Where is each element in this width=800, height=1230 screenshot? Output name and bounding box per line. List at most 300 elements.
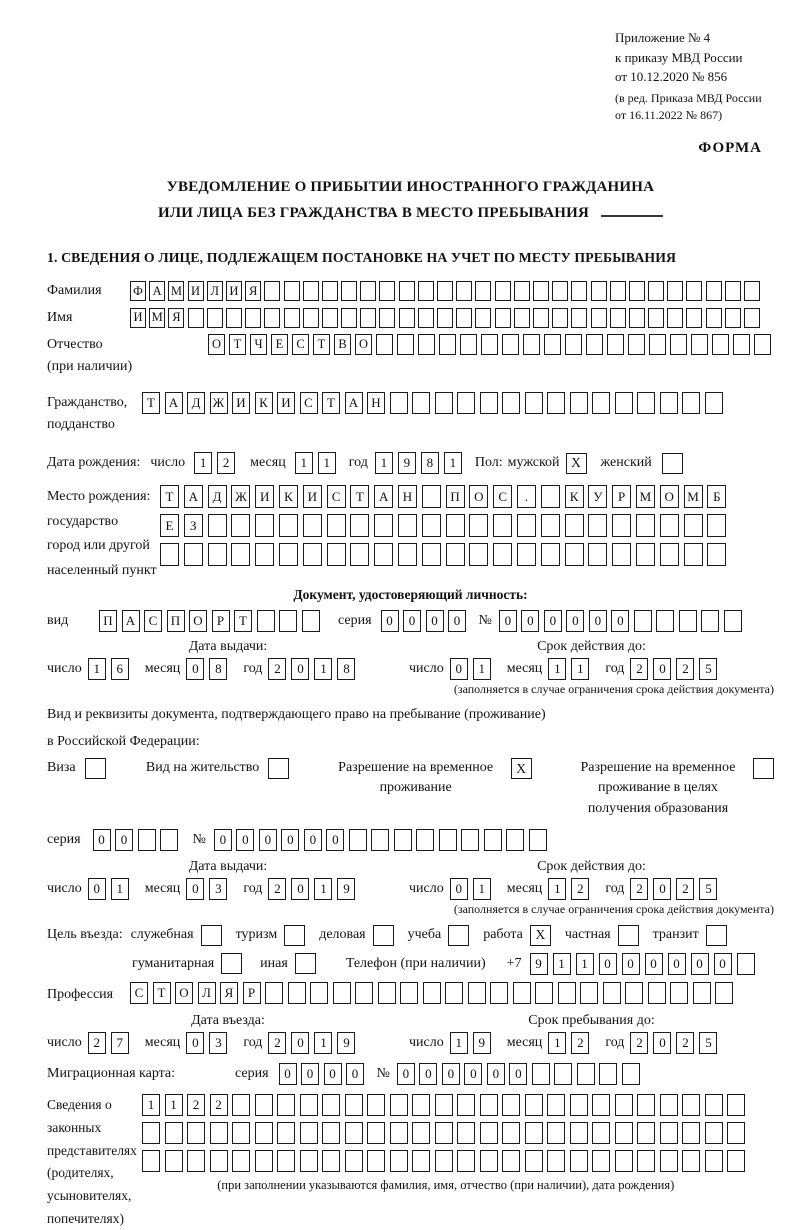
char-box[interactable]: И xyxy=(188,281,204,301)
char-box[interactable] xyxy=(684,543,703,566)
char-box[interactable] xyxy=(707,514,726,537)
char-box[interactable] xyxy=(255,1122,273,1144)
char-box[interactable] xyxy=(612,514,631,537)
char-box[interactable] xyxy=(725,281,741,301)
char-box[interactable]: С xyxy=(493,485,512,508)
char-box[interactable] xyxy=(506,829,524,851)
char-box[interactable] xyxy=(547,1094,565,1116)
char-box[interactable]: 2 xyxy=(217,452,235,474)
char-box[interactable]: Р xyxy=(612,485,631,508)
char-box[interactable] xyxy=(457,392,475,414)
char-box[interactable]: Т xyxy=(153,982,171,1004)
char-box[interactable]: 0 xyxy=(259,829,277,851)
char-box[interactable] xyxy=(399,308,415,328)
char-box[interactable] xyxy=(435,1094,453,1116)
char-box[interactable] xyxy=(138,829,156,851)
char-box[interactable]: 2 xyxy=(630,658,648,680)
char-box[interactable]: 1 xyxy=(548,658,566,680)
char-box[interactable] xyxy=(670,334,687,355)
char-box[interactable] xyxy=(208,543,227,566)
char-box[interactable]: Т xyxy=(234,610,252,632)
char-box[interactable] xyxy=(480,1150,498,1172)
char-box[interactable] xyxy=(744,281,760,301)
char-box[interactable] xyxy=(541,514,560,537)
char-box[interactable] xyxy=(418,308,434,328)
char-box[interactable] xyxy=(725,308,741,328)
char-box[interactable] xyxy=(622,1063,640,1085)
char-box[interactable] xyxy=(480,1094,498,1116)
char-box[interactable] xyxy=(660,1150,678,1172)
char-box[interactable] xyxy=(724,610,742,632)
char-box[interactable]: О xyxy=(208,334,225,355)
char-box[interactable]: 0 xyxy=(653,878,671,900)
char-box[interactable]: 1 xyxy=(450,1032,468,1054)
char-box[interactable] xyxy=(456,308,472,328)
char-box[interactable] xyxy=(547,1150,565,1172)
purpose-work-checkbox[interactable]: X xyxy=(530,925,551,946)
char-box[interactable]: 5 xyxy=(699,658,717,680)
char-box[interactable] xyxy=(475,281,491,301)
char-box[interactable] xyxy=(207,308,223,328)
char-box[interactable] xyxy=(446,543,465,566)
char-box[interactable] xyxy=(264,308,280,328)
char-box[interactable] xyxy=(303,543,322,566)
char-box[interactable]: Д xyxy=(187,392,205,414)
char-box[interactable] xyxy=(502,1122,520,1144)
char-box[interactable] xyxy=(437,281,453,301)
char-box[interactable] xyxy=(727,1094,745,1116)
char-box[interactable] xyxy=(636,543,655,566)
char-box[interactable] xyxy=(367,1150,385,1172)
char-box[interactable]: 1 xyxy=(314,1032,332,1054)
char-box[interactable] xyxy=(345,1094,363,1116)
char-box[interactable] xyxy=(349,829,367,851)
char-box[interactable]: П xyxy=(167,610,185,632)
char-box[interactable] xyxy=(232,1150,250,1172)
char-box[interactable] xyxy=(660,1094,678,1116)
char-box[interactable]: Е xyxy=(160,514,179,537)
char-box[interactable] xyxy=(302,610,320,632)
char-box[interactable]: О xyxy=(175,982,193,1004)
char-box[interactable]: А xyxy=(149,281,165,301)
char-box[interactable] xyxy=(355,982,373,1004)
char-box[interactable] xyxy=(502,334,519,355)
char-box[interactable] xyxy=(210,1122,228,1144)
char-box[interactable] xyxy=(435,1122,453,1144)
char-box[interactable]: 1 xyxy=(88,658,106,680)
char-box[interactable] xyxy=(592,1122,610,1144)
char-box[interactable] xyxy=(565,514,584,537)
char-box[interactable] xyxy=(457,1094,475,1116)
male-checkbox[interactable]: X xyxy=(566,453,587,474)
char-box[interactable] xyxy=(628,334,645,355)
char-box[interactable] xyxy=(610,281,626,301)
char-box[interactable]: А xyxy=(374,485,393,508)
char-box[interactable]: 0 xyxy=(301,1063,319,1085)
char-box[interactable] xyxy=(399,281,415,301)
char-box[interactable]: 9 xyxy=(473,1032,491,1054)
char-box[interactable] xyxy=(517,514,536,537)
char-box[interactable]: Ж xyxy=(231,485,250,508)
char-box[interactable] xyxy=(484,829,502,851)
char-box[interactable]: С xyxy=(292,334,309,355)
char-box[interactable]: 0 xyxy=(499,610,517,632)
char-box[interactable] xyxy=(727,1150,745,1172)
char-box[interactable]: К xyxy=(565,485,584,508)
purpose-tourism-checkbox[interactable] xyxy=(284,925,305,946)
char-box[interactable] xyxy=(390,1150,408,1172)
char-box[interactable] xyxy=(468,982,486,1004)
char-box[interactable] xyxy=(529,829,547,851)
char-box[interactable] xyxy=(398,514,417,537)
char-box[interactable] xyxy=(322,1122,340,1144)
char-box[interactable]: 1 xyxy=(553,953,571,975)
char-box[interactable] xyxy=(480,1122,498,1144)
char-box[interactable]: О xyxy=(355,334,372,355)
char-box[interactable]: 1 xyxy=(194,452,212,474)
char-box[interactable] xyxy=(705,392,723,414)
char-box[interactable] xyxy=(544,334,561,355)
char-box[interactable] xyxy=(656,610,674,632)
char-box[interactable]: 0 xyxy=(589,610,607,632)
char-box[interactable] xyxy=(637,1150,655,1172)
char-box[interactable] xyxy=(165,1150,183,1172)
char-box[interactable]: 0 xyxy=(426,610,444,632)
char-box[interactable] xyxy=(612,543,631,566)
char-box[interactable]: Т xyxy=(229,334,246,355)
char-box[interactable] xyxy=(648,308,664,328)
char-box[interactable] xyxy=(525,392,543,414)
char-box[interactable] xyxy=(660,514,679,537)
char-box[interactable]: 9 xyxy=(530,953,548,975)
char-box[interactable]: 0 xyxy=(324,1063,342,1085)
char-box[interactable]: 0 xyxy=(544,610,562,632)
char-box[interactable] xyxy=(265,982,283,1004)
char-box[interactable] xyxy=(439,334,456,355)
char-box[interactable]: 0 xyxy=(93,829,111,851)
char-box[interactable] xyxy=(625,982,643,1004)
char-box[interactable] xyxy=(300,1094,318,1116)
char-box[interactable] xyxy=(322,1150,340,1172)
char-box[interactable] xyxy=(210,1150,228,1172)
char-box[interactable]: 0 xyxy=(442,1063,460,1085)
purpose-business-checkbox[interactable] xyxy=(373,925,394,946)
char-box[interactable] xyxy=(592,1150,610,1172)
char-box[interactable] xyxy=(705,1094,723,1116)
char-box[interactable]: 2 xyxy=(571,878,589,900)
char-box[interactable] xyxy=(423,982,441,1004)
char-box[interactable]: Я xyxy=(245,281,261,301)
char-box[interactable]: 1 xyxy=(314,658,332,680)
char-box[interactable]: 0 xyxy=(622,953,640,975)
char-box[interactable] xyxy=(481,334,498,355)
char-box[interactable]: 1 xyxy=(375,452,393,474)
char-box[interactable] xyxy=(322,281,338,301)
char-box[interactable] xyxy=(610,308,626,328)
char-box[interactable]: 0 xyxy=(346,1063,364,1085)
char-box[interactable]: Т xyxy=(142,392,160,414)
char-box[interactable] xyxy=(525,1094,543,1116)
char-box[interactable] xyxy=(460,334,477,355)
char-box[interactable]: 0 xyxy=(186,1032,204,1054)
char-box[interactable] xyxy=(701,610,719,632)
char-box[interactable] xyxy=(634,610,652,632)
char-box[interactable] xyxy=(502,392,520,414)
char-box[interactable] xyxy=(577,1063,595,1085)
char-box[interactable]: 1 xyxy=(571,658,589,680)
char-box[interactable] xyxy=(422,514,441,537)
char-box[interactable] xyxy=(727,1122,745,1144)
char-box[interactable] xyxy=(188,308,204,328)
char-box[interactable] xyxy=(629,308,645,328)
char-box[interactable]: В xyxy=(334,334,351,355)
char-box[interactable] xyxy=(231,543,250,566)
char-box[interactable] xyxy=(682,1122,700,1144)
char-box[interactable] xyxy=(693,982,711,1004)
char-box[interactable]: 2 xyxy=(268,878,286,900)
char-box[interactable]: 1 xyxy=(165,1094,183,1116)
char-box[interactable] xyxy=(541,543,560,566)
temp-residence-edu-checkbox[interactable] xyxy=(753,758,774,779)
char-box[interactable]: Ч xyxy=(250,334,267,355)
char-box[interactable] xyxy=(637,1094,655,1116)
char-box[interactable] xyxy=(533,281,549,301)
char-box[interactable] xyxy=(412,1094,430,1116)
char-box[interactable]: Н xyxy=(398,485,417,508)
char-box[interactable]: Д xyxy=(208,485,227,508)
char-box[interactable]: К xyxy=(255,392,273,414)
char-box[interactable]: О xyxy=(660,485,679,508)
female-checkbox[interactable] xyxy=(662,453,683,474)
char-box[interactable]: 0 xyxy=(691,953,709,975)
char-box[interactable] xyxy=(535,982,553,1004)
char-box[interactable] xyxy=(615,392,633,414)
char-box[interactable] xyxy=(552,308,568,328)
char-box[interactable] xyxy=(591,308,607,328)
char-box[interactable]: Б xyxy=(707,485,726,508)
char-box[interactable] xyxy=(378,982,396,1004)
char-box[interactable]: 0 xyxy=(668,953,686,975)
char-box[interactable] xyxy=(744,308,760,328)
char-box[interactable] xyxy=(667,281,683,301)
char-box[interactable] xyxy=(603,982,621,1004)
char-box[interactable] xyxy=(445,982,463,1004)
char-box[interactable]: 0 xyxy=(214,829,232,851)
char-box[interactable]: 1 xyxy=(473,878,491,900)
char-box[interactable] xyxy=(345,1150,363,1172)
char-box[interactable] xyxy=(165,1122,183,1144)
char-box[interactable] xyxy=(513,982,531,1004)
char-box[interactable] xyxy=(255,514,274,537)
char-box[interactable] xyxy=(660,543,679,566)
char-box[interactable]: 2 xyxy=(676,1032,694,1054)
char-box[interactable] xyxy=(461,829,479,851)
char-box[interactable] xyxy=(184,543,203,566)
char-box[interactable] xyxy=(390,1122,408,1144)
char-box[interactable] xyxy=(446,514,465,537)
char-box[interactable] xyxy=(390,1094,408,1116)
char-box[interactable]: 0 xyxy=(279,1063,297,1085)
purpose-official-checkbox[interactable] xyxy=(201,925,222,946)
char-box[interactable] xyxy=(300,1150,318,1172)
char-box[interactable]: 0 xyxy=(397,1063,415,1085)
char-box[interactable]: 9 xyxy=(337,878,355,900)
char-box[interactable] xyxy=(439,829,457,851)
char-box[interactable] xyxy=(514,308,530,328)
char-box[interactable]: 0 xyxy=(403,610,421,632)
char-box[interactable] xyxy=(558,982,576,1004)
char-box[interactable] xyxy=(333,982,351,1004)
char-box[interactable] xyxy=(422,485,441,508)
char-box[interactable] xyxy=(684,514,703,537)
char-box[interactable] xyxy=(397,334,414,355)
char-box[interactable]: 1 xyxy=(548,878,566,900)
char-box[interactable] xyxy=(649,334,666,355)
char-box[interactable] xyxy=(682,1150,700,1172)
char-box[interactable] xyxy=(416,829,434,851)
char-box[interactable] xyxy=(277,1122,295,1144)
char-box[interactable] xyxy=(637,1122,655,1144)
char-box[interactable] xyxy=(232,1094,250,1116)
char-box[interactable] xyxy=(480,392,498,414)
char-box[interactable] xyxy=(547,1122,565,1144)
char-box[interactable]: 0 xyxy=(653,658,671,680)
char-box[interactable]: 0 xyxy=(236,829,254,851)
char-box[interactable]: 7 xyxy=(111,1032,129,1054)
purpose-humanitarian-checkbox[interactable] xyxy=(221,953,242,974)
char-box[interactable] xyxy=(591,281,607,301)
char-box[interactable]: 0 xyxy=(450,658,468,680)
char-box[interactable] xyxy=(345,1122,363,1144)
char-box[interactable] xyxy=(565,543,584,566)
char-box[interactable]: 8 xyxy=(337,658,355,680)
char-box[interactable] xyxy=(532,1063,550,1085)
char-box[interactable]: П xyxy=(99,610,117,632)
char-box[interactable]: С xyxy=(300,392,318,414)
char-box[interactable] xyxy=(277,1150,295,1172)
char-box[interactable] xyxy=(493,543,512,566)
char-box[interactable]: 2 xyxy=(268,1032,286,1054)
char-box[interactable] xyxy=(367,1094,385,1116)
char-box[interactable]: И xyxy=(226,281,242,301)
char-box[interactable] xyxy=(367,1122,385,1144)
char-box[interactable] xyxy=(341,308,357,328)
char-box[interactable] xyxy=(541,485,560,508)
char-box[interactable] xyxy=(341,281,357,301)
char-box[interactable]: М xyxy=(168,281,184,301)
char-box[interactable] xyxy=(686,281,702,301)
char-box[interactable] xyxy=(245,308,261,328)
char-box[interactable]: 2 xyxy=(571,1032,589,1054)
char-box[interactable] xyxy=(637,392,655,414)
char-box[interactable] xyxy=(648,281,664,301)
char-box[interactable] xyxy=(592,1094,610,1116)
char-box[interactable] xyxy=(588,514,607,537)
char-box[interactable] xyxy=(514,281,530,301)
char-box[interactable] xyxy=(360,308,376,328)
char-box[interactable] xyxy=(255,543,274,566)
char-box[interactable] xyxy=(571,308,587,328)
char-box[interactable] xyxy=(418,281,434,301)
char-box[interactable] xyxy=(379,308,395,328)
char-box[interactable]: 1 xyxy=(314,878,332,900)
char-box[interactable]: Н xyxy=(367,392,385,414)
char-box[interactable] xyxy=(374,543,393,566)
char-box[interactable]: 1 xyxy=(444,452,462,474)
char-box[interactable]: 0 xyxy=(381,610,399,632)
char-box[interactable] xyxy=(303,281,319,301)
char-box[interactable] xyxy=(142,1150,160,1172)
char-box[interactable] xyxy=(255,1150,273,1172)
char-box[interactable] xyxy=(712,334,729,355)
char-box[interactable] xyxy=(554,1063,572,1085)
char-box[interactable]: М xyxy=(636,485,655,508)
char-box[interactable] xyxy=(565,334,582,355)
char-box[interactable] xyxy=(648,982,666,1004)
char-box[interactable] xyxy=(592,392,610,414)
char-box[interactable]: 2 xyxy=(187,1094,205,1116)
char-box[interactable]: Я xyxy=(168,308,184,328)
char-box[interactable]: А xyxy=(184,485,203,508)
char-box[interactable] xyxy=(580,982,598,1004)
char-box[interactable] xyxy=(570,1122,588,1144)
char-box[interactable] xyxy=(570,392,588,414)
char-box[interactable] xyxy=(733,334,750,355)
char-box[interactable]: И xyxy=(130,308,146,328)
char-box[interactable] xyxy=(495,281,511,301)
char-box[interactable] xyxy=(394,829,412,851)
char-box[interactable] xyxy=(187,1122,205,1144)
char-box[interactable]: 0 xyxy=(186,658,204,680)
char-box[interactable] xyxy=(547,392,565,414)
char-box[interactable]: Е xyxy=(271,334,288,355)
char-box[interactable]: 5 xyxy=(699,878,717,900)
char-box[interactable]: 0 xyxy=(450,878,468,900)
char-box[interactable]: 0 xyxy=(566,610,584,632)
char-box[interactable]: У xyxy=(588,485,607,508)
char-box[interactable] xyxy=(523,334,540,355)
char-box[interactable] xyxy=(255,1094,273,1116)
char-box[interactable]: 2 xyxy=(676,658,694,680)
char-box[interactable]: 1 xyxy=(295,452,313,474)
char-box[interactable] xyxy=(754,334,771,355)
char-box[interactable]: 0 xyxy=(714,953,732,975)
char-box[interactable]: 2 xyxy=(630,1032,648,1054)
char-box[interactable] xyxy=(588,543,607,566)
char-box[interactable]: Л xyxy=(198,982,216,1004)
char-box[interactable]: К xyxy=(279,485,298,508)
char-box[interactable] xyxy=(374,514,393,537)
char-box[interactable]: 9 xyxy=(398,452,416,474)
char-box[interactable]: А xyxy=(122,610,140,632)
purpose-private-checkbox[interactable] xyxy=(618,925,639,946)
temp-residence-checkbox[interactable]: X xyxy=(511,758,532,779)
char-box[interactable] xyxy=(310,982,328,1004)
char-box[interactable]: 1 xyxy=(142,1094,160,1116)
char-box[interactable] xyxy=(371,829,389,851)
char-box[interactable] xyxy=(715,982,733,1004)
char-box[interactable]: С xyxy=(144,610,162,632)
char-box[interactable] xyxy=(277,1094,295,1116)
char-box[interactable]: 9 xyxy=(337,1032,355,1054)
char-box[interactable]: Т xyxy=(313,334,330,355)
char-box[interactable] xyxy=(682,1094,700,1116)
char-box[interactable] xyxy=(682,392,700,414)
char-box[interactable] xyxy=(705,1150,723,1172)
char-box[interactable]: 0 xyxy=(291,878,309,900)
char-box[interactable]: Ф xyxy=(130,281,146,301)
visa-checkbox[interactable] xyxy=(85,758,106,779)
